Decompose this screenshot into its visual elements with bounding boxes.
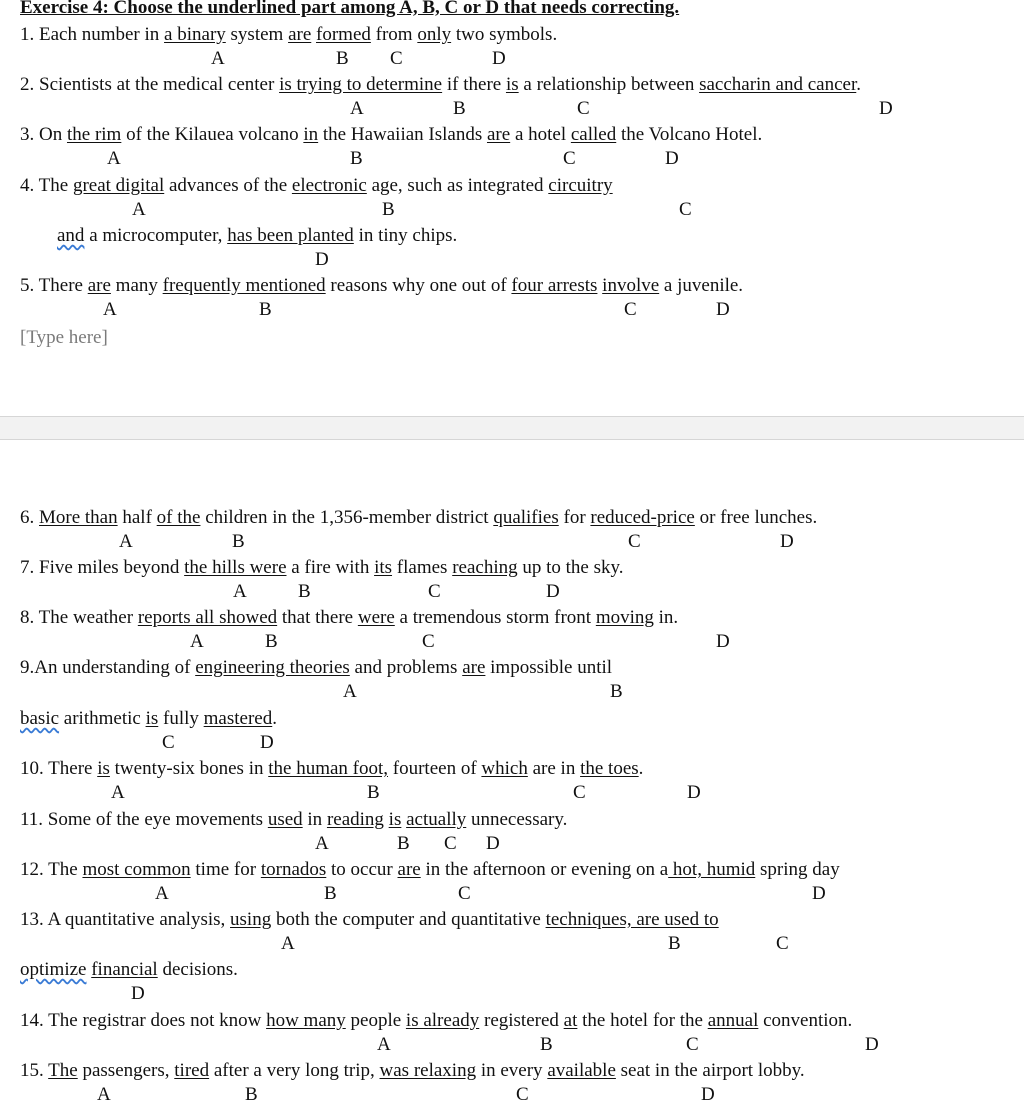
- text-segment: in: [302, 809, 327, 830]
- option-letter: A: [343, 681, 357, 702]
- text-segment: from: [370, 24, 418, 45]
- underlined-part: of the: [156, 507, 201, 528]
- text-segment: 2. Scientists at the medical center: [20, 74, 280, 95]
- underlined-part: the rim: [66, 124, 122, 145]
- text-segment: 12. The: [20, 859, 83, 880]
- question-5-text: [20, 275, 743, 297]
- underlined-part: the hills were: [184, 557, 287, 578]
- type-here-placeholder[interactable]: [Type here]: [20, 327, 108, 348]
- underlined-part: are: [462, 657, 486, 678]
- text-segment: 10. There: [20, 758, 98, 779]
- option-letter: D: [780, 531, 794, 552]
- question-13-text: [20, 909, 719, 931]
- option-letter: D: [687, 782, 701, 803]
- underlined-part: tired: [174, 1060, 210, 1081]
- option-letter: B: [397, 833, 410, 854]
- text-segment: or free lunches.: [694, 507, 818, 528]
- option-letter: A: [119, 531, 133, 552]
- text-segment: 7. Five miles beyond: [20, 557, 185, 578]
- option-letter: C: [624, 299, 637, 320]
- text-segment: advances of the: [164, 175, 292, 196]
- underlined-part: called: [570, 124, 617, 145]
- option-letter: A: [281, 933, 295, 954]
- option-letter: C: [563, 148, 576, 169]
- option-letter: A: [233, 581, 247, 602]
- text-segment: half: [117, 507, 157, 528]
- option-letter: C: [162, 732, 175, 753]
- option-letter: B: [298, 581, 311, 602]
- underlined-part: in: [303, 124, 319, 145]
- underlined-part: involve: [602, 275, 660, 296]
- text-segment: children in the 1,356-member district: [200, 507, 494, 528]
- question-8-text: [20, 607, 678, 629]
- question-15-text: [20, 1060, 805, 1082]
- option-letter: B: [324, 883, 337, 904]
- text-segment: 14. The registrar does not know: [20, 1010, 267, 1031]
- text-segment: 4. The: [20, 175, 73, 196]
- text-segment: 1. Each number in: [20, 24, 165, 45]
- underlined-part: reduced-price: [590, 507, 695, 528]
- option-letter: A: [111, 782, 125, 803]
- underlined-part: formed: [316, 24, 371, 45]
- option-letter: B: [336, 48, 349, 69]
- option-letter: B: [265, 631, 278, 652]
- option-letter: A: [132, 199, 146, 220]
- underlined-part: is: [388, 809, 402, 830]
- text-segment: .: [638, 758, 644, 779]
- text-segment: many: [110, 275, 163, 296]
- question-3-text: [20, 124, 762, 146]
- underlined-part: electronic: [291, 175, 367, 196]
- option-letter: B: [259, 299, 272, 320]
- option-letter: B: [245, 1084, 258, 1105]
- text-segment: people: [345, 1010, 406, 1031]
- option-letter: D: [486, 833, 500, 854]
- option-letter: B: [610, 681, 623, 702]
- question-13-text-cont: [20, 959, 238, 981]
- option-letter: B: [668, 933, 681, 954]
- text-segment: system: [225, 24, 289, 45]
- question-2-text: [20, 74, 861, 96]
- option-letter: D: [131, 983, 145, 1004]
- text-segment: arithmetic: [59, 708, 146, 729]
- underlined-part: great digital: [72, 175, 165, 196]
- option-letter: C: [458, 883, 471, 904]
- text-segment: a microcomputer,: [84, 225, 228, 246]
- underlined-part: is: [145, 708, 159, 729]
- text-segment: reasons why one out of: [325, 275, 512, 296]
- option-letter: A: [377, 1034, 391, 1055]
- option-letter: D: [492, 48, 506, 69]
- option-letter: A: [97, 1084, 111, 1105]
- text-segment: 3. On: [20, 124, 67, 145]
- option-letter: D: [665, 148, 679, 169]
- underlined-part: actually: [406, 809, 467, 830]
- option-letter: C: [628, 531, 641, 552]
- underlined-part: the toes: [580, 758, 639, 779]
- text-segment: of the Kilauea volcano: [121, 124, 304, 145]
- option-letter: B: [540, 1034, 553, 1055]
- option-letter: C: [422, 631, 435, 652]
- underlined-part: used: [267, 809, 303, 830]
- underlined-part: annual: [707, 1010, 759, 1031]
- text-segment: after a very long trip,: [209, 1060, 380, 1081]
- text-segment: to occur: [326, 859, 398, 880]
- text-segment: if there: [442, 74, 506, 95]
- option-letter: C: [577, 98, 590, 119]
- question-4-text-cont: [57, 225, 457, 247]
- underlined-part: was relaxing: [379, 1060, 477, 1081]
- page-break-gap: [0, 416, 1024, 440]
- text-segment: flames: [392, 557, 453, 578]
- underlined-part: techniques, are used to: [545, 909, 719, 930]
- option-letter: D: [879, 98, 893, 119]
- question-9-text: [20, 657, 612, 679]
- underlined-part: only: [417, 24, 452, 45]
- text-segment: 5. There: [20, 275, 88, 296]
- underlined-part: reports all showed: [137, 607, 278, 628]
- question-12-text: [20, 859, 840, 881]
- text-segment: in the afternoon or evening on a: [420, 859, 669, 880]
- exercise-title: Exercise 4: Choose the underlined part among A, B, C or D that needs correcting.: [20, 0, 680, 18]
- underlined-part: saccharin and cancer: [699, 74, 857, 95]
- spellcheck-word: and: [57, 225, 85, 246]
- option-letter: D: [716, 631, 730, 652]
- question-4-text: [20, 175, 613, 197]
- text-segment: 9.An understanding of: [20, 657, 196, 678]
- underlined-part: are: [397, 859, 421, 880]
- spellcheck-word: basic: [20, 708, 60, 729]
- option-letter: C: [516, 1084, 529, 1105]
- text-segment: unnecessary.: [466, 809, 568, 830]
- option-letter: B: [453, 98, 466, 119]
- option-letter: A: [107, 148, 121, 169]
- question-7-text: [20, 557, 624, 579]
- underlined-part: available: [547, 1060, 616, 1081]
- text-segment: convention.: [758, 1010, 853, 1031]
- text-segment: a fire with: [286, 557, 375, 578]
- option-letter: C: [428, 581, 441, 602]
- question-11-text: [20, 809, 567, 831]
- text-segment: both the computer and quantitative: [271, 909, 546, 930]
- option-letter: C: [573, 782, 586, 803]
- option-letter: C: [390, 48, 403, 69]
- option-letter: A: [211, 48, 225, 69]
- text-segment: in.: [653, 607, 679, 628]
- text-segment: 8. The weather: [20, 607, 138, 628]
- underlined-part: using: [230, 909, 272, 930]
- text-segment: decisions.: [157, 959, 238, 980]
- text-segment: a hotel: [510, 124, 571, 145]
- text-segment: that there: [277, 607, 358, 628]
- text-segment: twenty-six bones in: [109, 758, 269, 779]
- text-segment: spring day: [755, 859, 840, 880]
- option-letter: D: [716, 299, 730, 320]
- text-segment: a relationship between: [518, 74, 700, 95]
- text-segment: for: [558, 507, 591, 528]
- question-14-text: [20, 1010, 852, 1032]
- text-segment: impossible until: [485, 657, 613, 678]
- text-segment: fully: [158, 708, 204, 729]
- option-letter: C: [444, 833, 457, 854]
- question-9-text-cont: [20, 708, 277, 730]
- text-segment: registered: [479, 1010, 564, 1031]
- text-segment: in tiny chips.: [353, 225, 458, 246]
- option-letter: D: [315, 249, 329, 270]
- text-segment: 11. Some of the eye movements: [20, 809, 268, 830]
- underlined-part: reaching: [452, 557, 518, 578]
- underlined-part: tornados: [260, 859, 327, 880]
- text-segment: seat in the airport lobby.: [615, 1060, 805, 1081]
- text-segment: and problems: [349, 657, 463, 678]
- underlined-part: most common: [82, 859, 191, 880]
- text-segment: the Volcano Hotel.: [616, 124, 763, 145]
- underlined-part: frequently mentioned: [162, 275, 326, 296]
- option-letter: A: [190, 631, 204, 652]
- text-segment: fourteen of: [388, 758, 482, 779]
- option-letter: A: [155, 883, 169, 904]
- text-segment: a juvenile.: [659, 275, 744, 296]
- question-6-text: [20, 507, 817, 529]
- underlined-part: moving: [595, 607, 654, 628]
- underlined-part: the human foot,: [268, 758, 389, 779]
- spellcheck-word: optimize: [20, 959, 87, 980]
- underlined-part: are: [288, 24, 312, 45]
- text-segment: time for: [190, 859, 261, 880]
- underlined-part: a binary: [164, 24, 226, 45]
- underlined-part: circuitry: [548, 175, 613, 196]
- option-letter: D: [260, 732, 274, 753]
- question-1-text: [20, 24, 557, 46]
- underlined-part: four arrests: [511, 275, 598, 296]
- underlined-part: are: [87, 275, 111, 296]
- text-segment: in every: [476, 1060, 548, 1081]
- underlined-part: has been planted: [227, 225, 354, 246]
- underlined-part: at: [563, 1010, 578, 1031]
- underlined-part: is trying to determine: [279, 74, 443, 95]
- option-letter: D: [812, 883, 826, 904]
- text-segment: 6.: [20, 507, 39, 528]
- text-segment: are in: [527, 758, 581, 779]
- underlined-part: is: [505, 74, 519, 95]
- option-letter: D: [546, 581, 560, 602]
- underlined-part: how many: [266, 1010, 346, 1031]
- underlined-part: The: [48, 1060, 78, 1081]
- option-letter: A: [350, 98, 364, 119]
- text-segment: .: [272, 708, 277, 729]
- underlined-part: were: [357, 607, 395, 628]
- option-letter: B: [382, 199, 395, 220]
- underlined-part: are: [486, 124, 511, 145]
- underlined-part: mastered: [203, 708, 273, 729]
- underlined-part: which: [481, 758, 528, 779]
- text-segment: the hotel for the: [577, 1010, 708, 1031]
- option-letter: C: [686, 1034, 699, 1055]
- text-segment: two symbols.: [451, 24, 558, 45]
- text-segment: up to the sky.: [517, 557, 624, 578]
- underlined-part: hot, humid: [668, 859, 756, 880]
- underlined-part: financial: [91, 959, 158, 980]
- option-letter: C: [679, 199, 692, 220]
- option-letter: A: [103, 299, 117, 320]
- underlined-part: reading: [326, 809, 384, 830]
- option-letter: A: [315, 833, 329, 854]
- text-segment: passengers,: [77, 1060, 175, 1081]
- option-letter: D: [701, 1084, 715, 1105]
- option-letter: C: [776, 933, 789, 954]
- text-segment: .: [856, 74, 862, 95]
- underlined-part: is already: [405, 1010, 480, 1031]
- underlined-part: its: [374, 557, 393, 578]
- text-segment: the Hawaiian Islands: [318, 124, 487, 145]
- text-segment: a tremendous storm front: [394, 607, 596, 628]
- question-10-text: [20, 758, 643, 780]
- option-letter: B: [232, 531, 245, 552]
- underlined-part: is: [97, 758, 110, 779]
- underlined-part: More than: [39, 507, 118, 528]
- text-segment: 13. A quantitative analysis,: [20, 909, 231, 930]
- text-segment: 15.: [20, 1060, 49, 1081]
- underlined-part: qualifies: [493, 507, 559, 528]
- text-segment: age, such as integrated: [366, 175, 549, 196]
- option-letter: B: [350, 148, 363, 169]
- underlined-part: engineering theories: [195, 657, 350, 678]
- option-letter: B: [367, 782, 380, 803]
- option-letter: D: [865, 1034, 879, 1055]
